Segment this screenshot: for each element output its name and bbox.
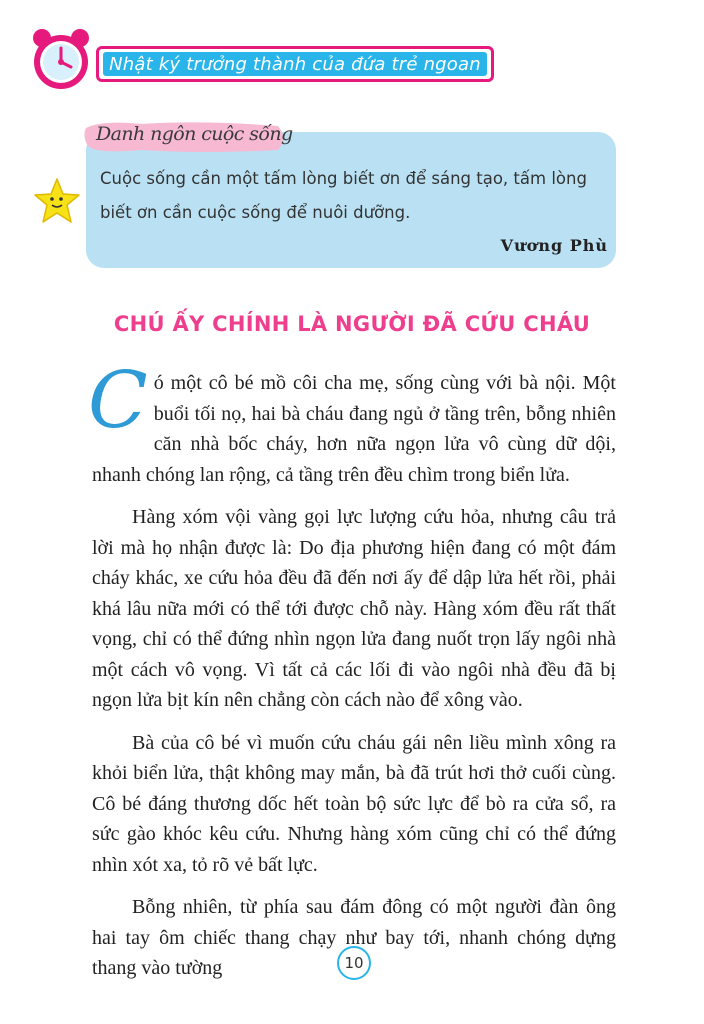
header-banner: [96, 46, 494, 82]
drop-cap: C: [88, 356, 148, 446]
page-number: 10: [337, 946, 371, 980]
alarm-clock-icon: [28, 26, 94, 92]
story-paragraph: [88, 356, 616, 490]
quote-author: Vương Phù: [500, 236, 608, 255]
story-title: CHÚ ẤY CHÍNH LÀ NGƯỜI ĐÃ CỨU CHÁU: [113, 312, 591, 336]
story-paragraph-text: ó một cô bé mồ côi cha mẹ, sống cùng với bà nội. Một buổi tối nọ, hai bà cháu đang ngủ ở tầng trên, bỗng nhiên căn nhà bốc cháy, hơn nữa ngọn lửa vô cùng dữ dội, nhanh chóng lan rộng, cả tầng trên đều chìm trong biển lửa.: [92, 372, 616, 486]
story-paragraph: Bà của cô bé vì muốn cứu cháu gái nên liều mình xông ra khỏi biển lửa, thật không may mắn, bà đã trút hơi thở cuối cùng. Cô bé đáng thương dốc hết toàn bộ sức lực để bò ra cửa sổ, ra sức gào khóc kêu cứu. Nhưng hàng xóm cũng chỉ có thể đứng nhìn xót xa, tỏ rõ vẻ bất lực.: [92, 731, 616, 876]
story-body: [88, 356, 616, 996]
series-title: Nhật ký trưởng thành của đứa trẻ ngoan: [109, 53, 481, 75]
quote-text: Cuộc sống cần một tấm lòng biết ơn để sáng tạo, tấm lòng biết ơn cần cuộc sống để nuôi dưỡng.: [100, 169, 587, 222]
star-icon: [32, 176, 82, 226]
quote-label: Danh ngôn cuộc sống: [96, 123, 293, 145]
story-paragraph: Bỗng nhiên, từ phía sau đám đông có một người đàn ông hai tay ôm chiếc thang chạy như bay tới, nhanh chóng dựng thang vào tường: [92, 896, 616, 979]
header-banner-fill: [103, 52, 487, 76]
story-paragraph: Hàng xóm vội vàng gọi lực lượng cứu hỏa, nhưng câu trả lời mà họ nhận được là: Do địa phương hiện đang có một đám cháy khác, xe cứu hỏa đều đã đến nơi ấy để dập lửa hết rồi, phải khá lâu nữa mới có thể tới được chỗ này. Hàng xóm đều rất thất vọng, chỉ có thể đứng nhìn ngọn lửa đang nuốt trọn lấy ngôi nhà một cách vô vọng. Vì tất cả các lối đi vào ngôi nhà đều đã bị ngọn lửa bịt kín nên chẳng còn cách nào để xông vào.: [92, 506, 616, 711]
